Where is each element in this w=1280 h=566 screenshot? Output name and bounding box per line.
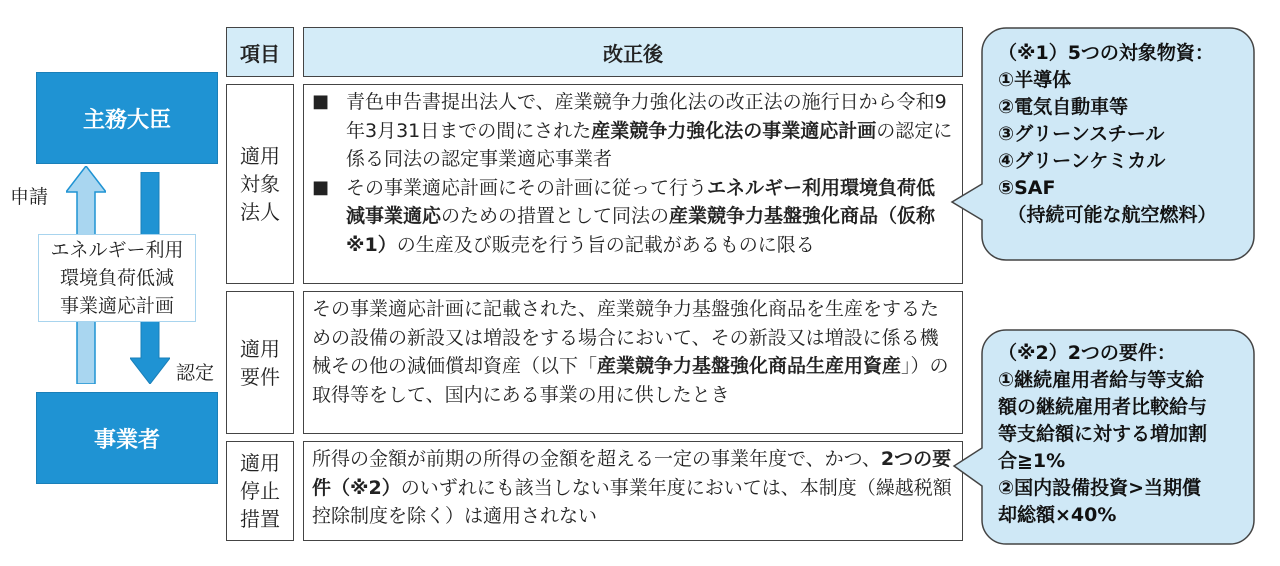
row1-label: [226, 84, 294, 284]
row2-text2: 」）の取得等をして、国内にある事業の用に供したとき: [312, 355, 949, 406]
minister-box: [36, 72, 218, 164]
header-after-label: 改正後: [603, 41, 663, 66]
row3-label-line: 措置: [240, 507, 280, 531]
callout2-line: 却総額×40%: [998, 504, 1117, 526]
row1-b2-bold2: 産業競争力基盤強化商品（仮称※1）: [346, 205, 936, 256]
row3-label: [226, 441, 294, 541]
row1-b2-bold: エネルギー利用環境負荷低減事業適応: [346, 176, 936, 227]
row1-label-line: 法人: [240, 200, 280, 224]
callout2-line: （※2）2つの要件：: [998, 342, 1176, 364]
row1-bullet-2: [312, 174, 954, 260]
bullet-square-icon: ■: [312, 91, 330, 112]
row2-label-line: 要件: [240, 364, 280, 389]
callout1-line: ②電気自動車等: [998, 96, 1129, 118]
row1-label-line: 対象: [240, 172, 280, 196]
apply-label: 申請: [10, 186, 49, 208]
callout2-line: 合≧1%: [998, 450, 1066, 472]
row3-label-line: 適用: [240, 451, 280, 475]
callout1-line: （持続可能な航空燃料）: [998, 204, 1217, 226]
row2-text: その事業適応計画に記載された、産業競争力基盤強化商品を生産をするための設備の新設又は増設をする場合において、その新設又は増設に係る機械その他の減価償却資産（以下「: [312, 298, 940, 377]
bullet-square-icon: ■: [312, 176, 330, 198]
row1-b1-text2: の認定に係る同法の認定事業適応事業者: [346, 119, 953, 170]
header-item-label: 項目: [240, 41, 280, 66]
callout1-line: ①半導体: [998, 69, 1072, 91]
callout1-line: ④グリーンケミカル: [998, 150, 1166, 172]
callout1-line: ③グリーンスチール: [998, 123, 1165, 145]
plan-box: [38, 234, 196, 322]
business-box: [36, 392, 218, 484]
row3-label-line: 停止: [240, 479, 280, 503]
plan-line: 事業適応計画: [59, 295, 174, 317]
row1-b2-text: その事業適応計画にその計画に従って行う: [346, 176, 708, 199]
row3-text: 所得の金額が前期の所得の金額を超える一定の事業年度で、かつ、: [312, 448, 881, 470]
row2-label-line: 適用: [240, 336, 280, 361]
row3-content: [303, 441, 963, 541]
plan-line: エネルギー利用: [50, 239, 184, 261]
row1-b2-text2: のための措置として同法の: [441, 205, 670, 227]
callout2-line: ②国内設備投資>当期償: [998, 477, 1202, 499]
approve-label: 認定: [176, 362, 215, 384]
row1-b2-text3: の生産及び販売を行う旨の記載があるものに限る: [396, 233, 815, 256]
callout1-line: ⑤SAF: [998, 177, 1056, 199]
row1-b1-bold: 産業競争力強化法の事業適応計画: [591, 119, 877, 142]
row2-bold: 産業競争力基盤強化商品生産用資産: [597, 355, 902, 377]
callout2-line: 額の継続雇用者比較給与: [998, 396, 1208, 418]
callout1-line: （※1）5つの対象物資：: [998, 42, 1214, 64]
row1-content: [303, 84, 963, 284]
row1-b1-text: 青色申告書提出法人で、産業競争力強化法の改正法の施行日から令和9年3月31日までの間にされた: [346, 91, 947, 142]
header-after: [303, 27, 963, 77]
plan-line: 環境負荷低減: [59, 267, 174, 289]
header-item: [226, 27, 294, 77]
row3-text2: のいずれにも該当しない事業年度においては、本制度（繰越税額控除制度を除く）は適用されない: [312, 476, 952, 527]
callout2-line: 等支給額に対する増加割: [998, 423, 1208, 445]
row1-bullet-1: [312, 88, 954, 174]
minister-label: 主務大臣: [82, 107, 171, 133]
row1-label-line: 適用: [240, 144, 280, 168]
callout-requirements: [950, 326, 1260, 548]
row2-label: [226, 291, 294, 434]
callout2-line: ①継続雇用者給与等支給: [998, 369, 1205, 391]
business-label: 事業者: [93, 427, 160, 453]
row2-content: [303, 291, 963, 434]
row3-bold: 2つの要件（※2）: [312, 448, 952, 499]
callout-target-goods: [948, 24, 1260, 264]
